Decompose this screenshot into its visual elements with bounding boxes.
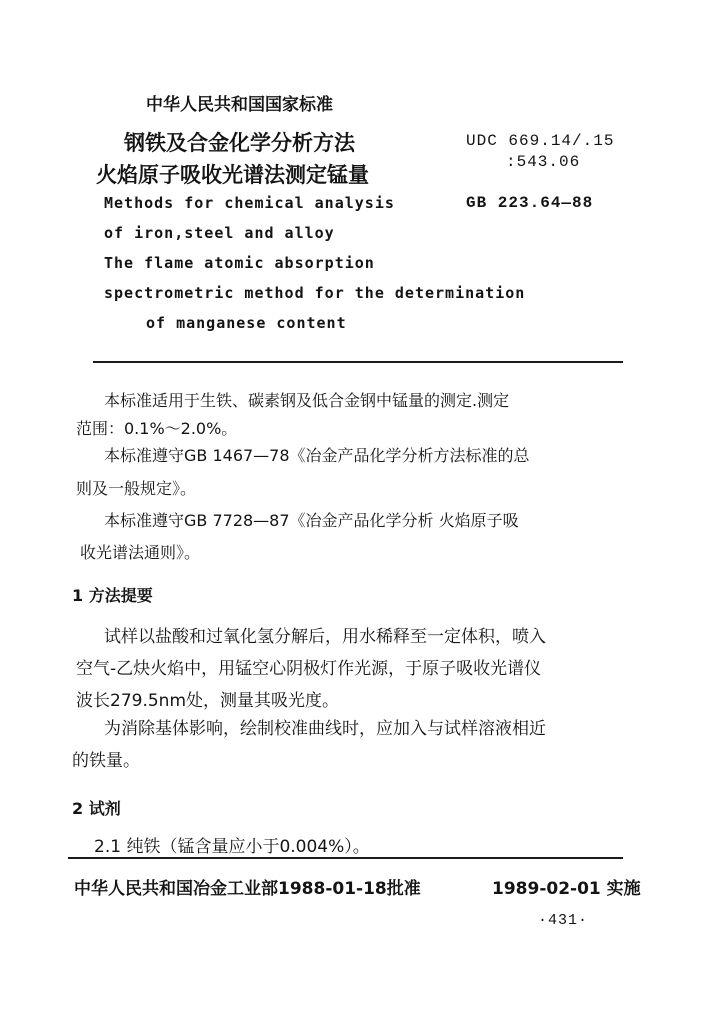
intro-paragraph-line: 本标准遵守GB 1467—78《冶金产品化学分析方法标准的总 [104, 446, 530, 465]
english-title-line: The flame atomic absorption [104, 254, 375, 272]
section-heading-reagents: 2 试剂 [72, 799, 121, 818]
english-title-line: of manganese content [146, 314, 347, 332]
section1-paragraph-line: 试样以盐酸和过氧化氢分解后，用水稀释至一定体积，喷入 [104, 627, 546, 647]
approval-statement: 中华人民共和国冶金工业部1988-01-18批准 [74, 879, 421, 899]
section-heading-method-summary: 1 方法提要 [72, 586, 153, 605]
page-number: ·431· [538, 912, 589, 929]
intro-paragraph-line: 本标准适用于生铁、碳素钢及低合金钢中锰量的测定.测定 [104, 391, 510, 410]
section1-paragraph-line: 为消除基体影响，绘制校准曲线时，应加入与试样溶液相近 [104, 719, 546, 739]
section1-paragraph-line: 空气-乙炔火焰中，用锰空心阴极灯作光源，于原子吸收光谱仪 [76, 659, 542, 679]
header-divider [93, 361, 623, 363]
section1-paragraph-line: 波长279.5nm处，测量其吸光度。 [76, 691, 340, 711]
intro-paragraph-line: 本标准遵守GB 7728—87《冶金产品化学分析 火焰原子吸 [104, 511, 519, 530]
section1-paragraph-line: 的铁量。 [72, 751, 140, 771]
intro-paragraph-line: 收光谱法通则》。 [80, 543, 201, 562]
english-title-line: spectrometric method for the determination [104, 284, 526, 302]
document-title-line-2: 火焰原子吸收光谱法测定锰量 [96, 163, 369, 187]
udc-code-line-2: :543.06 [506, 153, 581, 171]
udc-code-line-1: UDC 669.14/.15 [466, 132, 615, 150]
footer-divider [68, 857, 623, 859]
effective-date: 1989-02-01 实施 [492, 879, 641, 899]
intro-paragraph-line: 则及一般规定》。 [76, 479, 197, 498]
document-title-line-1: 钢铁及合金化学分析方法 [124, 131, 355, 155]
english-title-line: Methods for chemical analysis [104, 194, 395, 212]
issuing-organization: 中华人民共和国国家标准 [146, 95, 333, 115]
english-title-line: of iron,steel and alloy [104, 224, 335, 242]
gb-standard-number: GB 223.64—88 [466, 194, 594, 212]
reagent-item-2-1: 2.1 纯铁（锰含量应小于0.004%）。 [94, 837, 370, 857]
intro-paragraph-line: 范围：0.1%～2.0%。 [76, 419, 238, 438]
